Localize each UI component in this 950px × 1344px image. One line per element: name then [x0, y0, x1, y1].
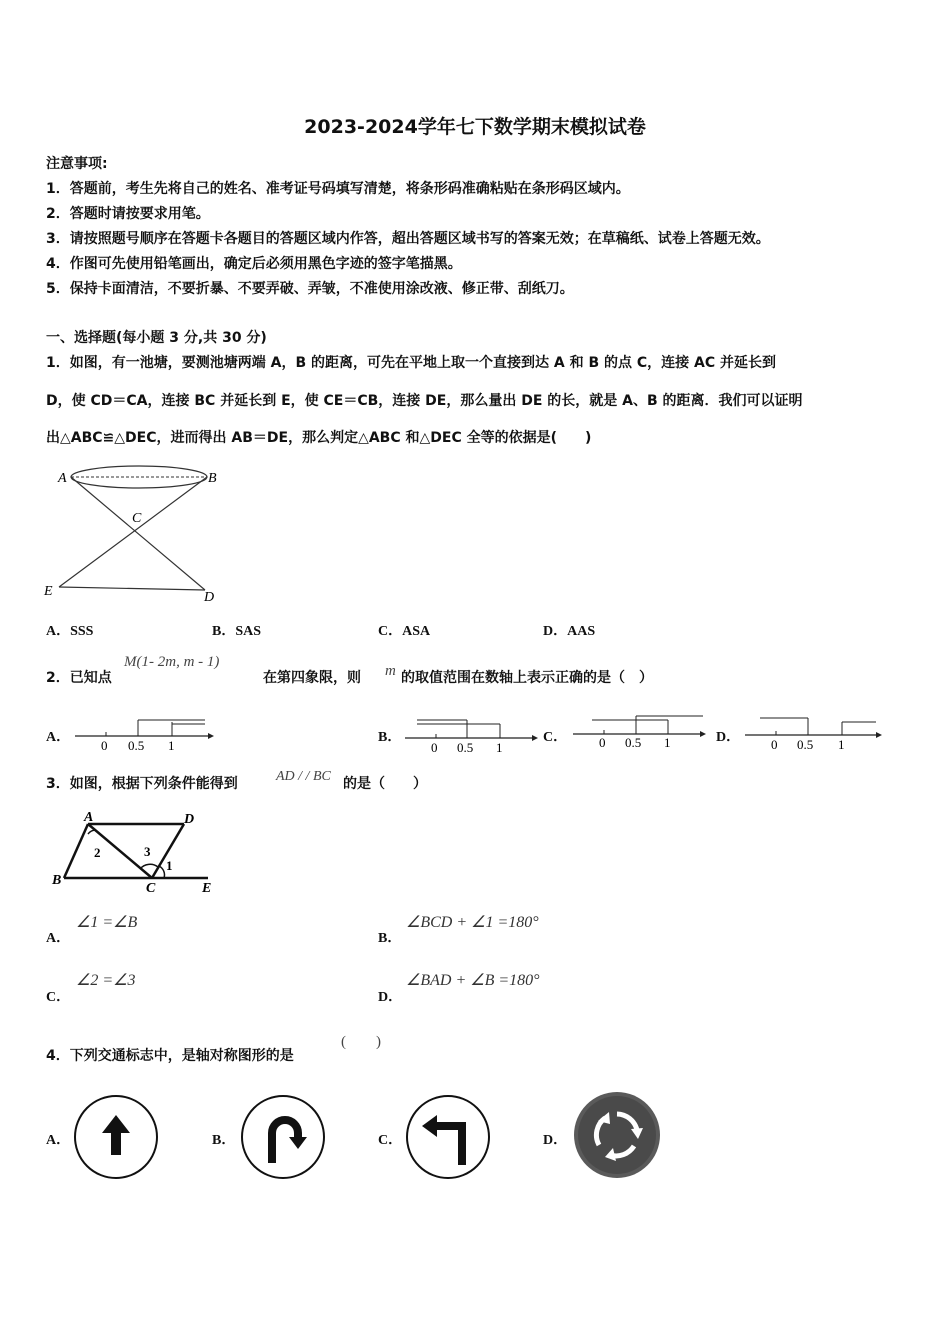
q1-label-d: D [204, 590, 215, 605]
q2-point-expr: M(1- 2m, m - 1) [124, 654, 220, 670]
q2-option-b[interactable]: B． [378, 730, 402, 745]
q2-option-d[interactable]: D． [716, 730, 741, 745]
q4-text: 4．下列交通标志中，是轴对称图形的是 [46, 1048, 294, 1064]
tick-label: 1 [838, 737, 845, 752]
q1-option-a[interactable]: A．SSS [46, 624, 94, 639]
tick-label: 0 [599, 735, 606, 750]
notice-item: 4．作图可先使用铅笔画出，确定后必须用黑色字迹的签字笔描黑。 [46, 256, 462, 272]
q2-option-c[interactable]: C． [543, 730, 568, 745]
q3-option-a-expr: ∠1 =∠B [76, 914, 138, 931]
notice-item: 5．保持卡面清洁，不要折暴、不要弄破、弄皱，不准使用涂改液、修正带、刮纸刀。 [46, 281, 574, 297]
q3-option-b[interactable]: B． [378, 931, 402, 946]
up-arrow-sign-icon [72, 1093, 160, 1181]
q4-option-c[interactable]: C． [378, 1133, 403, 1148]
page-title: 2023-2024学年七下数学期末模拟试卷 [304, 116, 646, 138]
q1-option-d[interactable]: D．AAS [543, 624, 596, 639]
q2-numberline-b [400, 714, 540, 756]
q4-option-a[interactable]: A． [46, 1133, 71, 1148]
tick-label: 0.5 [797, 737, 814, 752]
roundabout-sign-icon [572, 1090, 662, 1180]
q3-option-c-expr: ∠2 =∠3 [76, 972, 136, 989]
q3-prefix: 3．如图，根据下列条件能得到 [46, 776, 238, 792]
q1-label-c: C [132, 511, 142, 526]
q2-suffix2: 的取值范围在数轴上表示正确的是（ ） [401, 670, 653, 686]
q3-suffix: 的是（ ） [343, 776, 427, 792]
q1-pond-figure [40, 458, 230, 608]
tick-label: 0.5 [625, 735, 642, 750]
q3-label-c: C [146, 881, 156, 896]
u-turn-sign-icon [239, 1093, 327, 1181]
tick-label: 1 [664, 735, 671, 750]
q3-label-e: E [202, 881, 212, 896]
tick-label: 0 [771, 737, 778, 752]
q1-option-c[interactable]: C．ASA [378, 624, 431, 639]
q3-label-d: D [184, 812, 195, 827]
q3-label-a: A [84, 810, 94, 825]
q2-prefix: 2．已知点 [46, 670, 112, 686]
q2-numberline-a [70, 714, 215, 756]
q4-option-d[interactable]: D． [543, 1133, 568, 1148]
q1-label-b: B [208, 471, 217, 486]
q1-text-line3: 出△ABC≌△DEC，进而得出 AB＝DE，那么判定△ABC 和△DEC 全等的依据是( ) [46, 430, 592, 446]
q1-label-e: E [44, 584, 53, 599]
q3-expr: AD / / BC [276, 769, 331, 784]
tick-label: 1 [168, 738, 175, 753]
tick-label: 0.5 [128, 738, 145, 753]
q2-numberline-d [740, 712, 885, 754]
q3-option-a[interactable]: A． [46, 931, 71, 946]
section-heading: 一、选择题(每小题 3 分,共 30 分) [46, 330, 267, 346]
q4-option-b[interactable]: B． [212, 1133, 236, 1148]
q3-angle-2: 2 [94, 845, 101, 860]
left-turn-sign-icon [404, 1093, 492, 1181]
q2-var: m [385, 663, 396, 679]
q3-parallelogram-figure [48, 808, 223, 898]
q4-paren: ( ) [341, 1034, 381, 1050]
q3-angle-3: 3 [144, 844, 151, 859]
q3-option-d[interactable]: D． [378, 990, 403, 1005]
q1-label-a: A [58, 471, 67, 486]
q1-text-line2: D，使 CD＝CA，连接 BC 并延长到 E，使 CE＝CB，连接 DE，那么量出 DE 的长，就是 A、B 的距离．我们可以证明 [46, 393, 803, 409]
notice-heading: 注意事项: [46, 156, 108, 172]
q3-option-b-expr: ∠BCD + ∠1 =180° [406, 914, 539, 931]
q2-option-a[interactable]: A． [46, 730, 71, 745]
notice-item: 2．答题时请按要求用笔。 [46, 206, 210, 222]
notice-item: 1．答题前，考生先将自己的姓名、准考证号码填写清楚，将条形码准确粘贴在条形码区域内。 [46, 181, 630, 197]
q1-option-b[interactable]: B．SAS [212, 624, 262, 639]
tick-label: 1 [496, 740, 503, 755]
tick-label: 0 [431, 740, 438, 755]
q2-numberline-c [568, 710, 708, 752]
q1-text-line1: 1．如图，有一池塘，要测池塘两端 A，B 的距离，可先在平地上取一个直接到达 A 和 B 的点 C，连接 AC 并延长到 [46, 355, 777, 371]
q2-suffix: 在第四象限，则 [263, 670, 361, 686]
q3-option-d-expr: ∠BAD + ∠B =180° [406, 972, 540, 989]
q3-angle-1: 1 [166, 858, 173, 873]
tick-label: 0 [101, 738, 108, 753]
q3-option-c[interactable]: C． [46, 990, 71, 1005]
q3-label-b: B [52, 873, 62, 888]
tick-label: 0.5 [457, 740, 474, 755]
notice-item: 3．请按照题号顺序在答题卡各题目的答题区域内作答，超出答题区域书写的答案无效；在草稿纸、试卷上答题无效。 [46, 231, 770, 247]
